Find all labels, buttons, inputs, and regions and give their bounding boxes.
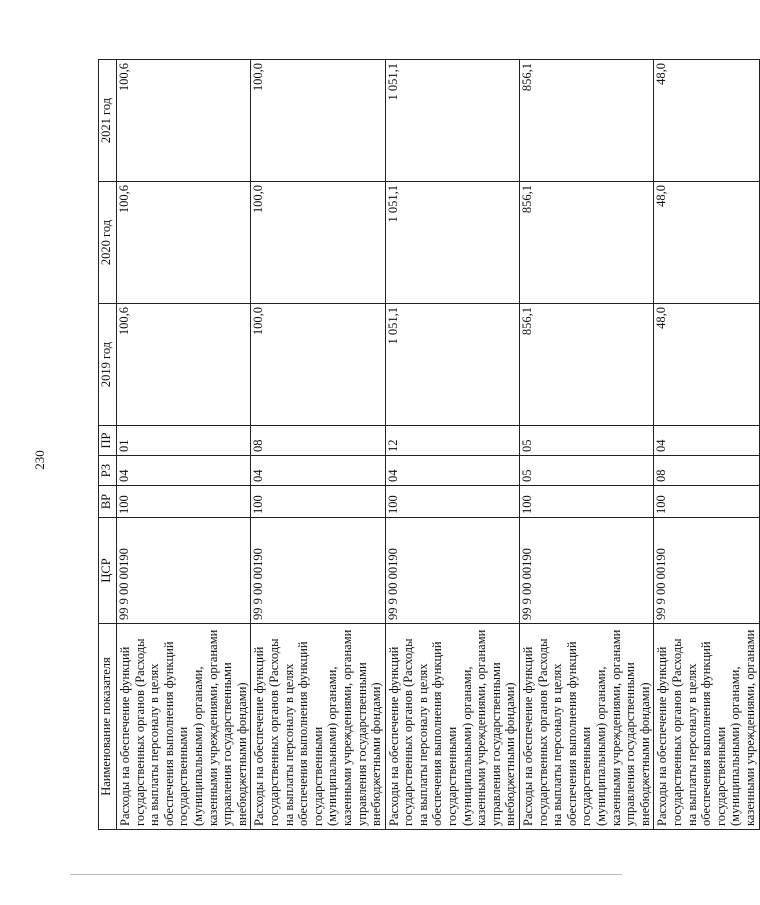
header-2021: 2021 год bbox=[99, 60, 117, 182]
row-2021: 100,6 bbox=[117, 60, 251, 182]
header-rz: РЗ bbox=[99, 456, 117, 486]
row-rz: 08 bbox=[654, 456, 759, 486]
rotated-table-container bbox=[98, 60, 757, 830]
header-2020: 2020 год bbox=[99, 182, 117, 304]
table-row bbox=[520, 60, 654, 830]
row-2019: 856,1 bbox=[520, 304, 654, 426]
row-2020: 48,0 bbox=[654, 182, 759, 304]
row-2020: 1 051,1 bbox=[385, 182, 519, 304]
table-row bbox=[654, 60, 759, 830]
row-vr: 100 bbox=[251, 486, 385, 518]
header-csr: ЦСР bbox=[99, 518, 117, 624]
row-name: Расходы на обеспечение функций государственных органов (Расходы на выплаты персоналу в целях обеспечения выполнения функций государственными (муниципальными) органами, казенными учреждениями, органами управления государственными внебюджетными фондами) bbox=[385, 624, 519, 830]
header-vr: ВР bbox=[99, 486, 117, 518]
row-2021: 100,0 bbox=[251, 60, 385, 182]
row-vr: 100 bbox=[520, 486, 654, 518]
row-name: Расходы на обеспечение функций государственных органов (Расходы на выплаты персоналу в целях обеспечения выполнения функций государственными (муниципальными) органами, казенными учреждениями, органами bbox=[654, 624, 759, 830]
header-name: Наименование показателя bbox=[99, 624, 117, 830]
row-vr: 100 bbox=[117, 486, 251, 518]
table-row bbox=[251, 60, 385, 830]
header-2019: 2019 год bbox=[99, 304, 117, 426]
row-pr: 01 bbox=[117, 426, 251, 456]
row-rz: 04 bbox=[117, 456, 251, 486]
page-edge-line bbox=[70, 874, 622, 875]
row-pr: 05 bbox=[520, 426, 654, 456]
row-2021: 856,1 bbox=[520, 60, 654, 182]
row-rz: 05 bbox=[520, 456, 654, 486]
page-number: 230 bbox=[32, 450, 47, 470]
row-csr: 99 9 00 00190 bbox=[654, 518, 759, 624]
row-2020: 100,6 bbox=[117, 182, 251, 304]
row-rz: 04 bbox=[251, 456, 385, 486]
table-row bbox=[385, 60, 519, 830]
row-csr: 99 9 00 00190 bbox=[385, 518, 519, 624]
row-csr: 99 9 00 00190 bbox=[117, 518, 251, 624]
row-name: Расходы на обеспечение функций государственных органов (Расходы на выплаты персоналу в целях обеспечения выполнения функций государственными (муниципальными) органами, казенными учреждениями, органами управления государственными внебюджетными фондами) bbox=[520, 624, 654, 830]
row-csr: 99 9 00 00190 bbox=[251, 518, 385, 624]
table-row bbox=[117, 60, 251, 830]
row-name: Расходы на обеспечение функций государственных органов (Расходы на выплаты персоналу в целях обеспечения выполнения функций государственными (муниципальными) органами, казенными учреждениями, органами управления государственными внебюджетными фондами) bbox=[251, 624, 385, 830]
row-2019: 48,0 bbox=[654, 304, 759, 426]
row-2020: 100,0 bbox=[251, 182, 385, 304]
row-2021: 48,0 bbox=[654, 60, 759, 182]
row-vr: 100 bbox=[385, 486, 519, 518]
row-2019: 100,6 bbox=[117, 304, 251, 426]
row-2021: 1 051,1 bbox=[385, 60, 519, 182]
row-2019: 1 051,1 bbox=[385, 304, 519, 426]
row-pr: 08 bbox=[251, 426, 385, 456]
row-2019: 100,0 bbox=[251, 304, 385, 426]
row-vr: 100 bbox=[654, 486, 759, 518]
row-2020: 856,1 bbox=[520, 182, 654, 304]
table-header-row bbox=[99, 60, 117, 830]
row-pr: 04 bbox=[654, 426, 759, 456]
row-pr: 12 bbox=[385, 426, 519, 456]
row-csr: 99 9 00 00190 bbox=[520, 518, 654, 624]
row-rz: 04 bbox=[385, 456, 519, 486]
row-name: Расходы на обеспечение функций государственных органов (Расходы на выплаты персоналу в целях обеспечения выполнения функций государственными (муниципальными) органами, казенными учреждениями, органами управления государственными внебюджетными фондами) bbox=[117, 624, 251, 830]
budget-table bbox=[98, 59, 760, 830]
header-pr: ПР bbox=[99, 426, 117, 456]
